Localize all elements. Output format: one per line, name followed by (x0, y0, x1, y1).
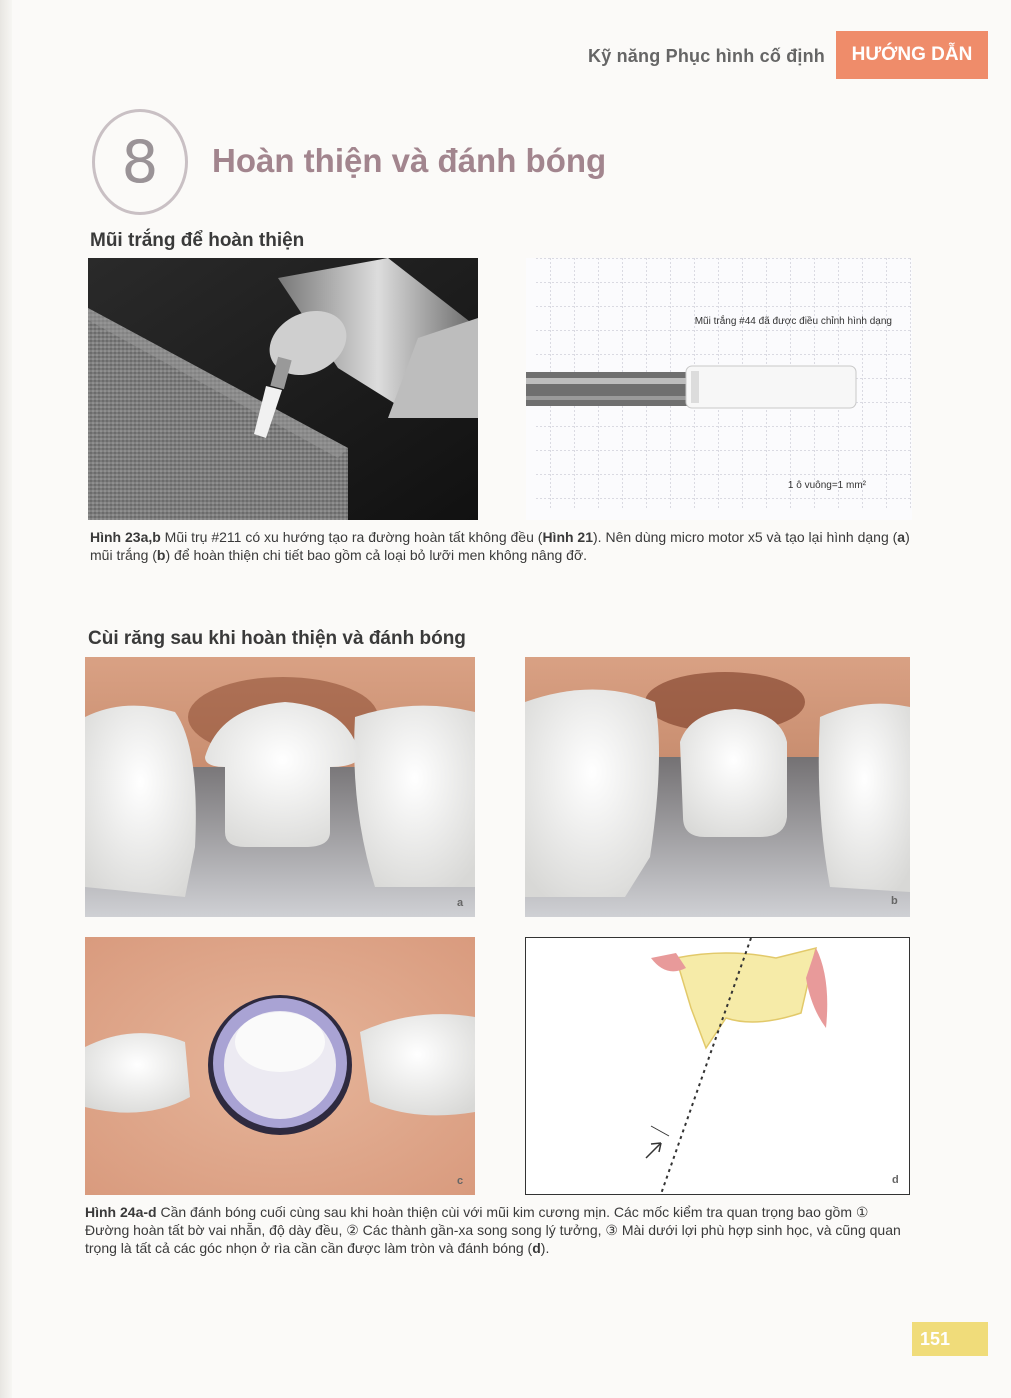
header-badge: HƯỚNG DẪN (836, 31, 988, 79)
header-title: Kỹ năng Phục hình cố định (588, 46, 825, 66)
caption-24-ref: Hình 24a-d (85, 1204, 157, 1220)
section-title: Hoàn thiện và đánh bóng (212, 142, 607, 179)
caption-23-ref2: Hình 21 (542, 529, 594, 545)
caption-24-end: ). (540, 1240, 550, 1256)
caption-24-d: d (532, 1240, 541, 1256)
caption-23-b: b (156, 547, 166, 563)
caption-24-text: Cần đánh bóng cuối cùng sau khi hoàn thiện cùi với mũi kim cương mịn. Các mốc kiểm tra quan trọng bao gồm ① Đường hoàn tất bờ vai nhẵn, độ dày đều, ② Các thành gần-xa song song lý tưởng, ③ Mài dưới lợi phù hợp sinh học, và cũng quan trọng là tất cả các góc nhọn ở rìa cần cần được làm tròn và đánh bóng ( (85, 1204, 901, 1256)
figure-24d-diagram (525, 937, 910, 1195)
caption-23-text: Mũi trụ #211 có xu hướng tạo ra đường hoàn tất không đều ( (160, 529, 543, 545)
page-number: 151 (912, 1322, 988, 1356)
caption-figure-23 (90, 528, 912, 564)
scan-edge (0, 0, 12, 1398)
figure-24c-photo (85, 937, 475, 1195)
panel-letter-b: b (891, 895, 898, 907)
caption-23-ref: Hình 23a,b (90, 529, 161, 545)
caption-23-text3: ) mũi trắng ( (90, 529, 910, 563)
panel-letter-a: a (457, 897, 464, 909)
figure-23b-grid (526, 258, 912, 520)
caption-23-text2: ). Nên dùng micro motor x5 và tạo lại hình dạng ( (593, 529, 898, 545)
figure-23b-label: Mũi trắng #44 đã được điều chỉnh hình dạng (694, 316, 892, 327)
caption-23-a: a (897, 529, 906, 545)
figure-24b-photo (525, 657, 910, 917)
section-number: 8 (92, 109, 188, 215)
caption-figure-24 (85, 1203, 911, 1257)
figure-23a-photo (88, 258, 478, 520)
subtitle-white-bur: Mũi trắng để hoàn thiện (90, 230, 305, 251)
panel-letter-c: c (457, 1175, 464, 1187)
figure-24a-photo (85, 657, 475, 917)
figure-23b-scale: 1 ô vuông=1 mm² (787, 480, 866, 491)
caption-23-text4: ) để hoàn thiện chi tiết bao gồm cả loại bỏ lưỡi men không nâng đỡ. (165, 547, 588, 563)
subtitle-tooth-stump: Cùi răng sau khi hoàn thiện và đánh bóng (88, 628, 466, 649)
panel-letter-d: d (892, 1174, 899, 1186)
